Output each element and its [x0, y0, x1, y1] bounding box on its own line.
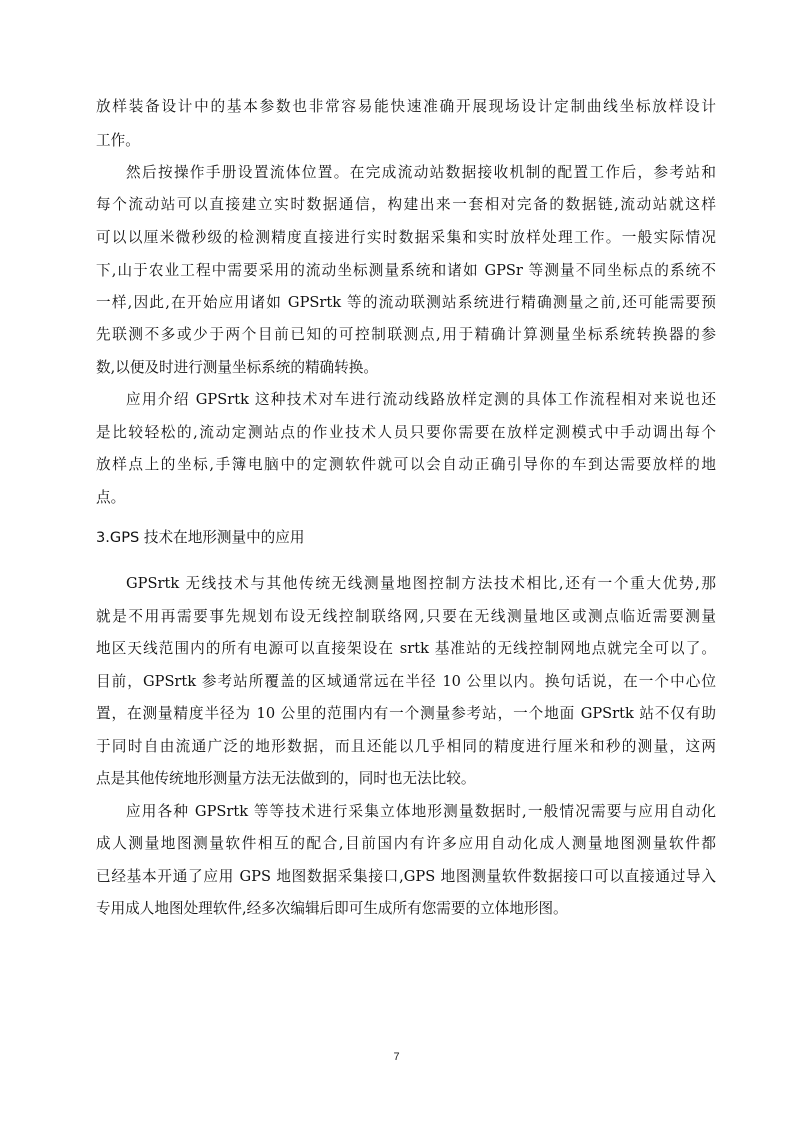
paragraph-line: 就是不用再需要事先规划布设无线控制联络网,只要在无线测量地区或测点临近需要测量 [96, 608, 716, 625]
paragraph-line: 专用成人地图处理软件,经多次编辑后即可生成所有您需要的立体地形图。 [96, 900, 568, 917]
paragraph-line: 是比较轻松的,流动定测站点的作业技术人员只要你需要在放样定测模式中手动调出每个 [96, 424, 716, 441]
paragraph-line: 工作。 [96, 132, 140, 149]
paragraph-line: 点。 [96, 489, 126, 506]
paragraph-line: 应用各种 GPSrtk 等等技术进行采集立体地形测量数据时,一般情况需要与应用自动化 [126, 803, 716, 820]
paragraph-line: 先联测不多或少于两个目前已知的可控制联测点,用于精确计算测量坐标系统转换器的参 [96, 326, 716, 343]
paragraph-line: GPSrtk 无线技术与其他传统无线测量地图控制方法技术相比,还有一个重大优势,那 [126, 575, 716, 592]
paragraph-line: 放样点上的坐标,手簿电脑中的定测软件就可以会自动正确引导你的车到达需要放样的地 [96, 456, 716, 473]
paragraph-line: 成人测量地图测量软件相互的配合,目前国内有许多应用自动化成人测量地图测量软件都 [96, 835, 716, 852]
paragraph-line: 已经基本开通了应用 GPS 地图数据采集接口,GPS 地图测量软件数据接口可以直接通过导入 [96, 868, 716, 885]
paragraph-line: 下,山于农业工程中需要采用的流动坐标测量系统和诸如 GPSr 等测量不同坐标点的系统不 [96, 262, 716, 279]
paragraph-line: 可以以厘米微秒级的检测精度直接进行实时数据采集和实时放样处理工作。一般实际情况 [96, 229, 716, 246]
paragraph-line: 然后按操作手册设置流体位置。在完成流动站数据接收机制的配置工作后，参考站和 [126, 164, 716, 181]
paragraph-line: 应用介绍 GPSrtk 这种技术对车进行流动线路放样定测的具体工作流程相对来说也还 [126, 391, 716, 408]
page-number: 7 [393, 1051, 400, 1063]
paragraph-line: 放样装备设计中的基本参数也非常容易能快速准确开展现场设计定制曲线坐标放样设计 [96, 98, 716, 115]
paragraph-line: 置，在测量精度半径为 10 公里的范围内有一个测量参考站，一个地面 GPSrtk 站不仅有助 [96, 705, 716, 722]
paragraph-line: 地区天线范围内的所有电源可以直接架设在 srtk 基准站的无线控制网地点就完全可以了。 [96, 640, 716, 657]
paragraph-line: 目前，GPSrtk 参考站所覆盖的区域通常远在半径 10 公里以内。换句话说，在一个中心位 [96, 673, 716, 690]
paragraph-line: 点是其他传统地形测量方法无法做到的，同时也无法比较。 [96, 770, 476, 787]
paragraph-line: 每个流动站可以直接建立实时数据通信，构建出来一套相对完备的数据链,流动站就这样 [96, 196, 716, 213]
paragraph-line: 于同时自由流通广泛的地形数据，而且还能以几乎相同的精度进行厘米和秒的测量，这两 [96, 738, 716, 755]
paragraph-line: 数,以便及时进行测量坐标系统的精确转换。 [96, 359, 378, 376]
paragraph-line: 一样,因此,在开始应用诸如 GPSrtk 等的流动联测站系统进行精确测量之前,还可能需要预 [96, 294, 716, 311]
section-heading: 3.GPS 技术在地形测量中的应用 [96, 529, 305, 546]
